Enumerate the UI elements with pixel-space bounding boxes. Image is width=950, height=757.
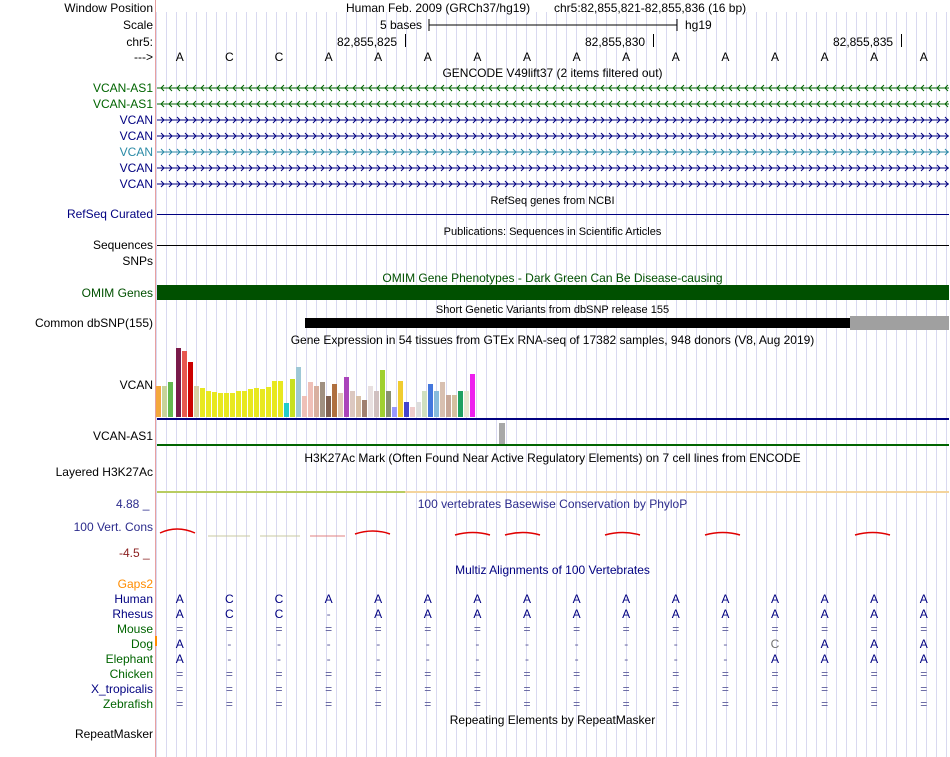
- multiz-base: -: [475, 652, 480, 666]
- multiz-base: -: [277, 652, 281, 666]
- reference-base: A: [622, 50, 631, 64]
- multiz-base: =: [374, 697, 382, 711]
- gap-marker: [155, 636, 157, 646]
- multiz-base: =: [523, 682, 531, 696]
- multiz-base: =: [573, 682, 581, 696]
- omim-title: OMIM Gene Phenotypes - Dark Green Can Be Disease-causing: [382, 271, 723, 285]
- multiz-base: =: [275, 622, 283, 636]
- multiz-base: A: [919, 607, 928, 621]
- multiz-base: A: [870, 652, 879, 666]
- multiz-species-label[interactable]: X_tropicalis: [90, 682, 153, 696]
- gtex-tissue-bar[interactable]: [356, 396, 361, 417]
- gtex-tissue-bar[interactable]: [156, 386, 161, 417]
- multiz-base: -: [525, 637, 529, 651]
- multiz-base: A: [820, 607, 829, 621]
- multiz-base: =: [573, 667, 581, 681]
- ruler-tick: [405, 34, 406, 47]
- multiz-base: =: [325, 667, 333, 681]
- multiz-base: C: [225, 592, 234, 606]
- gtex-tissue-bar[interactable]: [314, 386, 319, 417]
- gtex-tissue-bar[interactable]: [284, 403, 289, 417]
- gtex-as1-gene-line: [157, 444, 949, 446]
- multiz-base: =: [374, 667, 382, 681]
- multiz-base: A: [671, 592, 680, 606]
- gtex-tissue-bar[interactable]: [464, 391, 469, 417]
- reference-base: A: [374, 50, 383, 64]
- gtex-tissue-bar[interactable]: [344, 377, 349, 417]
- multiz-base: -: [624, 637, 629, 651]
- scale-label: Scale: [122, 18, 153, 32]
- gtex-tissue-bar[interactable]: [446, 395, 451, 417]
- multiz-base: A: [175, 592, 184, 606]
- multiz-base: =: [622, 697, 630, 711]
- multiz-base: =: [672, 697, 680, 711]
- multiz-base: -: [475, 637, 480, 651]
- multiz-base: =: [821, 667, 829, 681]
- gtex-tissue-bar[interactable]: [338, 393, 343, 417]
- multiz-base: -: [376, 652, 381, 666]
- multiz-species-label[interactable]: Zebrafish: [102, 697, 153, 711]
- multiz-base: =: [176, 622, 184, 636]
- gtex-as1-bar[interactable]: [499, 423, 505, 444]
- multiz-base: A: [522, 592, 531, 606]
- gtex-tissue-bar[interactable]: [458, 391, 463, 417]
- gtex-tissue-bar[interactable]: [422, 391, 427, 417]
- multiz-base: =: [275, 667, 283, 681]
- multiz-base: -: [326, 652, 331, 666]
- multiz-title: Multiz Alignments of 100 Vertebrates: [455, 563, 650, 577]
- multiz-base: -: [425, 637, 430, 651]
- gtex-tissue-bar[interactable]: [326, 396, 331, 417]
- gtex-tissue-bar[interactable]: [260, 389, 265, 417]
- gencode-item-label[interactable]: VCAN: [119, 113, 153, 127]
- dbsnp-label[interactable]: Common dbSNP(155): [34, 316, 153, 330]
- h3k27ac-signal: [405, 491, 949, 493]
- multiz-base: A: [423, 607, 432, 621]
- phylop-label[interactable]: 100 Vert. Cons: [73, 520, 153, 534]
- multiz-base: -: [624, 652, 629, 666]
- gtex-tissue-bar[interactable]: [206, 391, 211, 417]
- multiz-base: A: [522, 607, 531, 621]
- multiz-base: =: [870, 682, 878, 696]
- multiz-base: A: [473, 607, 482, 621]
- multiz-base: A: [622, 592, 631, 606]
- gtex-tissue-bar[interactable]: [162, 386, 167, 417]
- gtex-title: Gene Expression in 54 tissues from GTEx RNA-seq of 17382 samples, 948 donors (V8, Aug 2019): [290, 333, 815, 347]
- multiz-base: =: [721, 667, 729, 681]
- repeatmasker-label[interactable]: RepeatMasker: [74, 727, 153, 741]
- multiz-species-label[interactable]: Chicken: [109, 667, 153, 681]
- multiz-base: =: [225, 667, 233, 681]
- sequences-label[interactable]: Sequences: [92, 238, 153, 252]
- multiz-base: A: [671, 607, 680, 621]
- multiz-base: C: [274, 607, 284, 621]
- h3k27ac-label[interactable]: Layered H3K27Ac: [55, 465, 153, 479]
- multiz-base: =: [622, 622, 630, 636]
- gencode-transcript[interactable]: [157, 131, 949, 141]
- gtex-tissue-bar[interactable]: [200, 388, 205, 417]
- scale-bar: [428, 17, 680, 33]
- gencode-item-label[interactable]: VCAN: [119, 177, 153, 191]
- multiz-base: =: [771, 622, 779, 636]
- gtex-tissue-bar[interactable]: [332, 384, 337, 417]
- window-position-label: Window Position: [64, 1, 153, 15]
- gencode-transcript[interactable]: [157, 83, 949, 93]
- multiz-base: A: [721, 607, 730, 621]
- multiz-base: =: [523, 667, 531, 681]
- multiz-base: A: [572, 607, 581, 621]
- multiz-base: -: [376, 637, 381, 651]
- gtex-tissue-bar[interactable]: [224, 393, 229, 417]
- gtex-tissue-bar[interactable]: [194, 386, 199, 417]
- multiz-base: =: [920, 667, 928, 681]
- multiz-base: =: [523, 697, 531, 711]
- multiz-base: =: [721, 682, 729, 696]
- multiz-base: =: [424, 622, 432, 636]
- h3k27ac-title: H3K27Ac Mark (Often Found Near Active Regulatory Elements) on 7 cell lines from ENCODE: [304, 451, 801, 465]
- h3k27ac-signal: [157, 491, 405, 493]
- multiz-base: =: [920, 622, 928, 636]
- scale-db: hg19: [685, 18, 712, 32]
- multiz-species-label[interactable]: Mouse: [116, 622, 153, 636]
- gencode-title: GENCODE V49lift37 (2 items filtered out): [442, 66, 663, 80]
- strand-label: --->: [134, 50, 153, 64]
- multiz-base: =: [870, 622, 878, 636]
- multiz-base: =: [424, 667, 432, 681]
- refseq-title: RefSeq genes from NCBI: [490, 195, 615, 207]
- gtex-tissue-bar[interactable]: [308, 382, 313, 417]
- reference-base: C: [274, 50, 284, 64]
- reference-base: A: [175, 50, 184, 64]
- phylop-title: 100 vertebrates Basewise Conservation by PhyloP: [417, 497, 688, 511]
- phylop-signal[interactable]: [155, 525, 950, 541]
- gtex-tissue-bar[interactable]: [374, 391, 379, 417]
- reference-base: A: [522, 50, 531, 64]
- multiz-base: =: [176, 697, 184, 711]
- multiz-base: =: [622, 682, 630, 696]
- refseq-label[interactable]: RefSeq Curated: [66, 207, 153, 221]
- multiz-base: =: [225, 682, 233, 696]
- reference-base: A: [721, 50, 730, 64]
- gtex-tissue-bar[interactable]: [440, 382, 445, 417]
- position-readout[interactable]: chr5:82,855,821-82,855,836 (16 bp): [554, 1, 747, 15]
- gtex-tissue-bar[interactable]: [320, 382, 325, 417]
- multiz-base: =: [225, 697, 233, 711]
- ruler-tick: [901, 34, 902, 47]
- ruler-tick-label: 82,855,835: [833, 35, 894, 49]
- gtex-tissue-bar[interactable]: [266, 387, 271, 417]
- gencode-transcript[interactable]: [157, 179, 949, 189]
- gtex-tissue-bar[interactable]: [470, 374, 475, 417]
- gtex-tissue-bar[interactable]: [182, 351, 187, 417]
- multiz-base: =: [176, 682, 184, 696]
- gencode-transcript[interactable]: [157, 115, 949, 125]
- gtex-tissue-bar[interactable]: [410, 407, 415, 417]
- repeatmasker-title: Repeating Elements by RepeatMasker: [449, 713, 656, 727]
- multiz-base: A: [721, 592, 730, 606]
- multiz-base: =: [225, 622, 233, 636]
- multiz-base: A: [374, 607, 383, 621]
- multiz-base: =: [523, 622, 531, 636]
- multiz-base: =: [473, 697, 481, 711]
- multiz-base: A: [423, 592, 432, 606]
- gtex-as1-label[interactable]: VCAN-AS1: [92, 429, 153, 443]
- dbsnp-feature[interactable]: [850, 316, 949, 330]
- multiz-base: A: [919, 592, 928, 606]
- gtex-tissue-bar[interactable]: [248, 389, 253, 417]
- scale-text: 5 bases: [380, 18, 423, 32]
- multiz-base: =: [473, 682, 481, 696]
- multiz-base: A: [770, 592, 779, 606]
- gtex-tissue-bar[interactable]: [362, 400, 367, 417]
- multiz-base: =: [771, 697, 779, 711]
- multiz-base: =: [771, 682, 779, 696]
- multiz-base: =: [325, 622, 333, 636]
- multiz-base: A: [820, 652, 829, 666]
- sequences-feature[interactable]: [157, 245, 949, 246]
- snps-label[interactable]: SNPs: [122, 254, 153, 268]
- multiz-base: A: [175, 652, 184, 666]
- gtex-tissue-bar[interactable]: [290, 379, 295, 417]
- multiz-base: =: [821, 682, 829, 696]
- gtex-tissue-bar[interactable]: [452, 395, 457, 417]
- reference-base: A: [919, 50, 928, 64]
- multiz-base: =: [275, 697, 283, 711]
- multiz-base: =: [424, 682, 432, 696]
- gtex-tissue-bar[interactable]: [168, 382, 173, 417]
- gtex-tissue-bar[interactable]: [302, 396, 307, 417]
- multiz-base: A: [175, 607, 184, 621]
- multiz-base: -: [673, 637, 678, 651]
- multiz-base: A: [919, 637, 928, 651]
- reference-base: A: [572, 50, 581, 64]
- refseq-feature[interactable]: [157, 214, 949, 215]
- multiz-base: A: [870, 592, 879, 606]
- gtex-tissue-bar[interactable]: [278, 381, 283, 417]
- reference-base: A: [870, 50, 879, 64]
- gtex-tissue-bar[interactable]: [176, 348, 181, 417]
- multiz-base: -: [723, 637, 728, 651]
- multiz-base: -: [277, 637, 281, 651]
- multiz-base: =: [325, 682, 333, 696]
- multiz-base: A: [374, 592, 383, 606]
- multiz-base: -: [723, 652, 728, 666]
- multiz-base: -: [574, 637, 579, 651]
- gtex-tissue-bar[interactable]: [218, 393, 223, 417]
- gtex-tissue-bar[interactable]: [272, 381, 277, 417]
- multiz-base: =: [821, 622, 829, 636]
- gtex-tissue-bar[interactable]: [404, 402, 409, 417]
- multiz-base: A: [820, 592, 829, 606]
- multiz-base: =: [821, 697, 829, 711]
- multiz-base: =: [275, 682, 283, 696]
- gencode-item-label[interactable]: VCAN-AS1: [92, 97, 153, 111]
- multiz-base: =: [721, 697, 729, 711]
- reference-base: A: [324, 50, 333, 64]
- multiz-base: C: [770, 637, 780, 651]
- multiz-base: =: [325, 697, 333, 711]
- gtex-tissue-bar[interactable]: [230, 393, 235, 417]
- multiz-base: -: [326, 637, 331, 651]
- gtex-tissue-bar[interactable]: [350, 391, 355, 417]
- gtex-tissue-bar[interactable]: [188, 362, 193, 417]
- multiz-base: =: [424, 697, 432, 711]
- multiz-species-label[interactable]: Rhesus: [112, 607, 153, 621]
- multiz-base: C: [274, 592, 284, 606]
- multiz-base: =: [473, 622, 481, 636]
- gencode-transcript[interactable]: [157, 163, 949, 173]
- multiz-base: A: [870, 607, 879, 621]
- chr-label: chr5:: [126, 35, 153, 49]
- multiz-base: A: [919, 652, 928, 666]
- multiz-base: =: [920, 697, 928, 711]
- gtex-vcan-gene-line: [157, 418, 949, 420]
- gencode-item-label[interactable]: VCAN: [119, 145, 153, 159]
- gencode-item-label[interactable]: VCAN: [119, 161, 153, 175]
- multiz-species-label[interactable]: Dog: [130, 637, 153, 651]
- multiz-base: -: [673, 652, 678, 666]
- multiz-base: =: [771, 667, 779, 681]
- reference-base: A: [820, 50, 829, 64]
- multiz-base: A: [770, 607, 779, 621]
- multiz-base: C: [225, 607, 234, 621]
- gtex-vcan-label[interactable]: VCAN: [119, 378, 153, 392]
- reference-base: A: [671, 50, 680, 64]
- multiz-base: =: [870, 697, 878, 711]
- multiz-base: =: [473, 667, 481, 681]
- multiz-base: =: [573, 697, 581, 711]
- multiz-base: A: [324, 592, 333, 606]
- gtex-tissue-bar[interactable]: [296, 367, 301, 417]
- publications-title: Publications: Sequences in Scientific Articles: [443, 226, 662, 238]
- gtex-tissue-bar[interactable]: [398, 381, 403, 417]
- phylop-min: -4.5 _: [119, 546, 150, 560]
- multiz-base: A: [473, 592, 482, 606]
- multiz-base: A: [770, 652, 779, 666]
- gtex-tissue-bar[interactable]: [368, 386, 373, 417]
- multiz-base: -: [574, 652, 579, 666]
- omim-label[interactable]: OMIM Genes: [81, 286, 153, 300]
- gtex-tissue-bar[interactable]: [434, 391, 439, 417]
- multiz-base: A: [572, 592, 581, 606]
- multiz-base: =: [374, 682, 382, 696]
- gencode-transcript[interactable]: [157, 99, 949, 109]
- gtex-tissue-bar[interactable]: [242, 391, 247, 417]
- gencode-item-label[interactable]: VCAN: [119, 129, 153, 143]
- reference-base: A: [423, 50, 432, 64]
- gtex-tissue-bar[interactable]: [254, 388, 259, 417]
- multiz-base: =: [721, 622, 729, 636]
- dbsnp-title: Short Genetic Variants from dbSNP release 155: [435, 304, 670, 316]
- multiz-base: -: [227, 637, 232, 651]
- multiz-base: A: [622, 607, 631, 621]
- gtex-tissue-bar[interactable]: [236, 391, 241, 417]
- multiz-base: =: [920, 682, 928, 696]
- gtex-tissue-bar[interactable]: [416, 402, 421, 417]
- gaps-label[interactable]: Gaps2: [117, 577, 153, 591]
- multiz-base: =: [672, 622, 680, 636]
- reference-base: A: [770, 50, 779, 64]
- ruler-tick-label: 82,855,830: [585, 35, 646, 49]
- multiz-base: A: [870, 637, 879, 651]
- multiz-base: -: [227, 652, 232, 666]
- multiz-base: =: [374, 622, 382, 636]
- multiz-base: =: [672, 667, 680, 681]
- gtex-tissue-bar[interactable]: [428, 384, 433, 417]
- assembly-title: Human Feb. 2009 (GRCh37/hg19): [346, 1, 531, 15]
- multiz-base: =: [622, 667, 630, 681]
- gtex-tissue-bar[interactable]: [212, 392, 217, 417]
- omim-feature[interactable]: [157, 285, 949, 300]
- multiz-species-label[interactable]: Human: [114, 592, 153, 606]
- gencode-transcript[interactable]: [157, 147, 949, 157]
- gtex-tissue-bar[interactable]: [386, 391, 391, 417]
- multiz-base: -: [525, 652, 529, 666]
- multiz-base: =: [573, 622, 581, 636]
- multiz-species-label[interactable]: Elephant: [105, 652, 153, 666]
- multiz-base: =: [870, 667, 878, 681]
- multiz-base: =: [672, 682, 680, 696]
- gtex-tissue-bar[interactable]: [380, 370, 385, 417]
- gtex-tissue-bar[interactable]: [392, 407, 397, 417]
- reference-base: C: [225, 50, 234, 64]
- dbsnp-feature[interactable]: [305, 318, 850, 328]
- reference-base: A: [473, 50, 482, 64]
- gencode-item-label[interactable]: VCAN-AS1: [92, 81, 153, 95]
- multiz-base: -: [425, 652, 430, 666]
- ruler-tick: [653, 34, 654, 47]
- phylop-max: 4.88 _: [116, 497, 150, 511]
- multiz-base: A: [820, 637, 829, 651]
- multiz-base: =: [176, 667, 184, 681]
- ruler-tick-label: 82,855,825: [337, 35, 398, 49]
- multiz-base: A: [175, 637, 184, 651]
- multiz-base: -: [326, 607, 331, 621]
